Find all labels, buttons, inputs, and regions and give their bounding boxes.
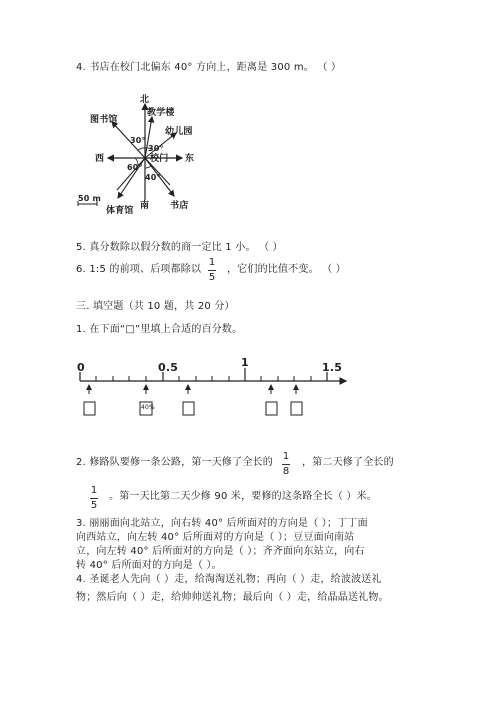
numberline-label-0.5: 0.5 — [158, 361, 179, 374]
example-box-value: 40% — [141, 404, 155, 411]
question-5: 5. 真分数除以假分数的商一定比 1 小。 （ ） — [76, 242, 283, 253]
label-south: 南 — [140, 201, 150, 211]
question-6-after: ，它们的比值不变。 （ ） — [227, 264, 346, 275]
numberline-label-1: 1 — [241, 356, 249, 369]
label-north: 北 — [140, 95, 150, 105]
label-angle-30b: 30° — [148, 144, 164, 153]
answer-box-4 — [266, 402, 277, 415]
fill-3-line1: 3. 丽丽面向北站立，向右转 40° 后所面对的方向是（ ）；丁丁面 — [76, 518, 368, 529]
numberline-label-0: 0 — [77, 361, 85, 374]
q6-fraction-denominator: 5 — [208, 272, 216, 283]
fill-2-line1-before: 2. 修路队要修一条公路，第一天修了全长的 — [76, 457, 273, 468]
label-west: 西 — [95, 154, 105, 164]
section-3-title: 三. 填空题（共 10 题，共 20 分） — [76, 301, 235, 312]
label-gym: 体育馆 — [106, 206, 134, 216]
label-angle-60: 60° — [127, 163, 143, 172]
label-east: 东 — [185, 154, 195, 164]
label-bookstore: 书店 — [170, 201, 189, 211]
fill2-f1-denominator: 8 — [282, 466, 290, 477]
fill-4-line1: 4. 圣诞老人先向（ ）走，给淘淘送礼物；再向（ ）走，给波波送礼 — [76, 574, 382, 585]
fill2-f2-numerator: 1 — [90, 485, 98, 496]
label-school-gate: 校门 — [150, 154, 169, 164]
fill2-f2-bar — [90, 498, 98, 499]
fill-2-line1-after: ，第二天修了全长的 — [302, 457, 394, 468]
answer-box-3 — [183, 402, 194, 415]
question-6-before: 6. 1:5 的前项、后项都除以 — [76, 264, 202, 275]
fill-4-line2: 物；然后向（ ）走，给帅帅送礼物；最后向（ ）走，给晶晶送礼物。 — [76, 592, 389, 603]
answer-box-1 — [84, 402, 95, 415]
answer-box-5 — [291, 402, 302, 415]
label-angle-40: 40° — [145, 173, 161, 182]
label-scale: 50 m — [78, 194, 102, 203]
label-angle-30a: 30° — [130, 136, 146, 145]
question-4: 4. 书店在校门北偏东 40° 方向上，距离是 300 m。 （ ） — [76, 62, 342, 73]
label-library: 图书馆 — [90, 115, 118, 125]
fill2-f1-bar — [282, 464, 290, 465]
fill-1-prompt: 1. 在下面“□”里填上合适的百分数。 — [76, 324, 243, 335]
numberline-label-1.5: 1.5 — [322, 361, 343, 374]
q6-fraction-numerator: 1 — [208, 257, 216, 268]
fill2-f2-denominator: 5 — [90, 500, 98, 511]
fill2-f1-numerator: 1 — [282, 451, 290, 462]
label-school-building: 教学楼 — [147, 108, 175, 118]
fill-2-line2: 。第一天比第二天少修 90 米，要修的这条路全长（ ）米。 — [109, 491, 378, 502]
fill-3-line3: 立，向左转 40° 后所面对的方向是（ ）；齐齐面向东站立，向右 — [76, 546, 365, 557]
fill-3-line4: 转 40° 后所面对的方向是（ ）。 — [76, 560, 222, 571]
label-kindergarten: 幼儿园 — [165, 127, 193, 137]
fill-3-line2: 向西站立，向左转 40° 后所面对的方向是（ ）；豆豆面向南站 — [76, 532, 355, 543]
